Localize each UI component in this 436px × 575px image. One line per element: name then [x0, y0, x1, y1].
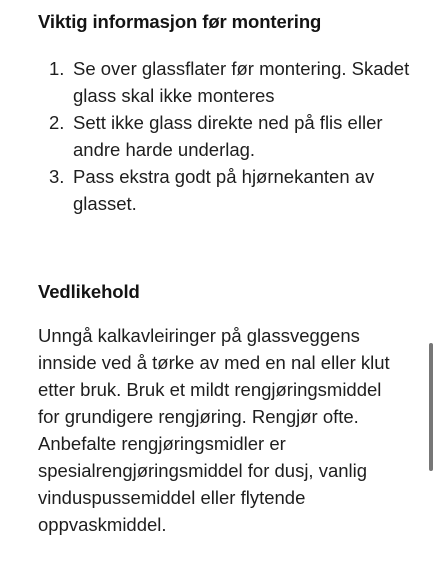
list-item-text: Sett ikke glass direkte ned på flis eller andre harde underlag.	[73, 112, 383, 160]
list-item-text: Se over glassflater før montering. Skadet glass skal ikke monteres	[73, 58, 410, 106]
list-item-number: 2.	[49, 112, 65, 133]
list-item	[38, 55, 418, 109]
maintenance-paragraph: Unngå kalkavleiringer på glassveggens innside ved å tørke av med en nal eller klut etter bruk. Bruk et mildt rengjøringsmiddel for grundigere rengjøring. Rengjør ofte. Anbefalte rengjøringsmidler er spesialrengjøringsmiddel for dusj, vanlig vinduspussemiddel eller flytende oppvaskmiddel.	[38, 325, 390, 535]
installation-steps-list	[38, 55, 418, 217]
list-item	[38, 109, 418, 163]
maintenance-heading: Vedlikehold	[38, 281, 140, 302]
list-item-text: Pass ekstra godt på hjørnekanten av glasset.	[73, 166, 375, 214]
list-item	[38, 163, 418, 217]
installation-heading: Viktig informasjon før montering	[38, 11, 322, 32]
list-item-number: 1.	[49, 58, 65, 79]
scrollbar-thumb[interactable]	[429, 343, 433, 471]
list-item-number: 3.	[49, 166, 65, 187]
